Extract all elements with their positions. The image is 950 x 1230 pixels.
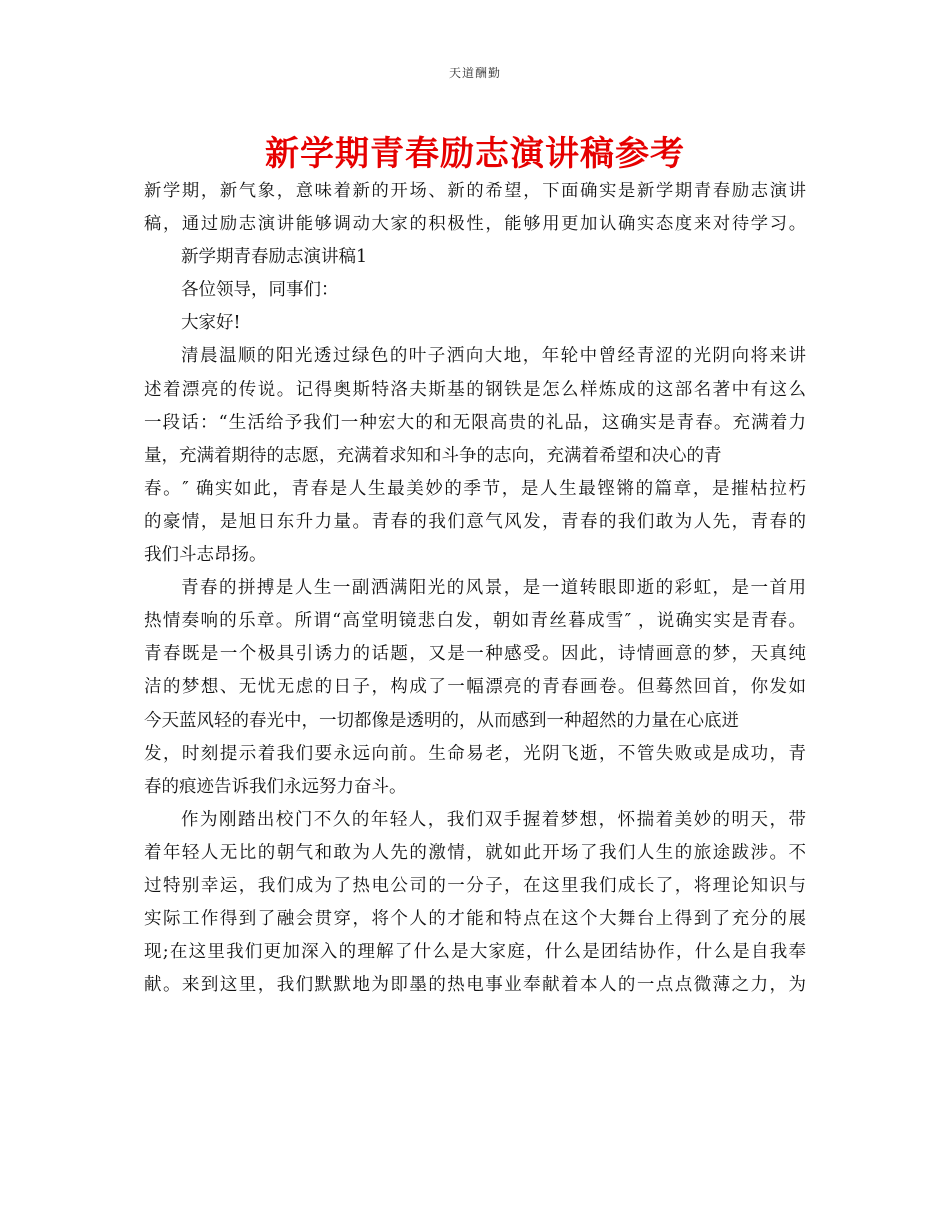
salutation: 各位领导，同事们：: [181, 280, 339, 301]
document-body: [144, 175, 806, 1002]
paragraph-line: 一段话：“生活给予我们一种宏大的和无限高贵的礼品，这确实是青春。充满着力: [144, 412, 806, 433]
header-note: 天道酬勤: [448, 66, 501, 80]
paragraph-line: 着年轻人无比的朝气和敢为人先的激情，就如此开场了我们人生的旅途跋涉。不: [144, 842, 806, 863]
paragraph-line: 新学期，新气象，意味着新的开场、新的希望，下面确实是新学期青春励志演讲: [144, 181, 806, 201]
paragraph-line: 的豪情，是旭日东升力量。青春的我们意气风发，青春的我们敢为人先，青春的: [144, 511, 806, 532]
paragraph-line: 发，时刻提示着我们要永远向前。生命易老，光阴飞逝，不管失败或是成功，青: [144, 743, 806, 764]
paragraph-line: 春的痕迹告诉我们永远努力奋斗。: [144, 776, 407, 797]
paragraph-line: 青春的拼搏是人生一副洒满阳光的风景，是一道转眼即逝的彩虹，是一首用: [181, 578, 806, 599]
paragraph-line: 过特别幸运，我们成为了热电公司的一分子，在这里我们成长了，将理论知识与: [144, 875, 806, 896]
paragraph-line: 作为刚踏出校门不久的年轻人，我们双手握着梦想，怀揣着美妙的明天，带: [181, 809, 806, 830]
paragraph-line: 热情奏响的乐章。所谓“高堂明镜悲白发，朝如青丝暮成雪″ ，说确实实是青春。: [144, 611, 806, 632]
paragraph-line: 我们斗志昂扬。: [144, 545, 267, 566]
paragraph-line: 春。″ 确实如此，青春是人生最美妙的季节，是人生最铿锵的篇章，是摧枯拉朽: [144, 478, 806, 499]
paragraph-line: 洁的梦想、无忧无虑的日子，构成了一幅漂亮的青春画卷。但蓦然回首，你发如: [144, 677, 806, 698]
paragraph-line: 稿，通过励志演讲能够调动大家的积极性，能够用更加认确实态度来对待学习。: [144, 214, 806, 235]
paragraph-line: 实际工作得到了融会贯穿，将个人的才能和特点在这个大舞台上得到了充分的展: [144, 909, 806, 930]
section-heading: 新学期青春励志演讲稿1: [181, 247, 368, 268]
paragraph-line: 今天蓝风轻的春光中，一切都像是透明的，从而感到一种超然的力量在心底迸: [144, 710, 739, 731]
paragraph-line: 量，充满着期待的志愿，充满着求知和斗争的志向，充满着希望和决心的青: [144, 445, 722, 466]
greeting: 大家好!: [181, 313, 241, 334]
paragraph-line: 献。来到这里，我们默默地为即墨的热电事业奉献着本人的一点点微薄之力，为: [144, 975, 806, 996]
document-title: 新学期青春励志演讲稿参考: [265, 134, 685, 174]
paragraph-line: 青春既是一个极具引诱力的话题，又是一种感受。因此，诗情画意的梦，天真纯: [144, 644, 806, 665]
paragraph-line: 清晨温顺的阳光透过绿色的叶子洒向大地，年轮中曾经青涩的光阴向将来讲: [181, 346, 806, 367]
paragraph-line: 现;在这里我们更加深入的理解了什么是大家庭，什么是团结协作，什么是自我奉: [144, 942, 806, 963]
paragraph-line: 述着漂亮的传说。记得奥斯特洛夫斯基的钢铁是怎么样炼成的这部名著中有这么: [144, 379, 806, 400]
